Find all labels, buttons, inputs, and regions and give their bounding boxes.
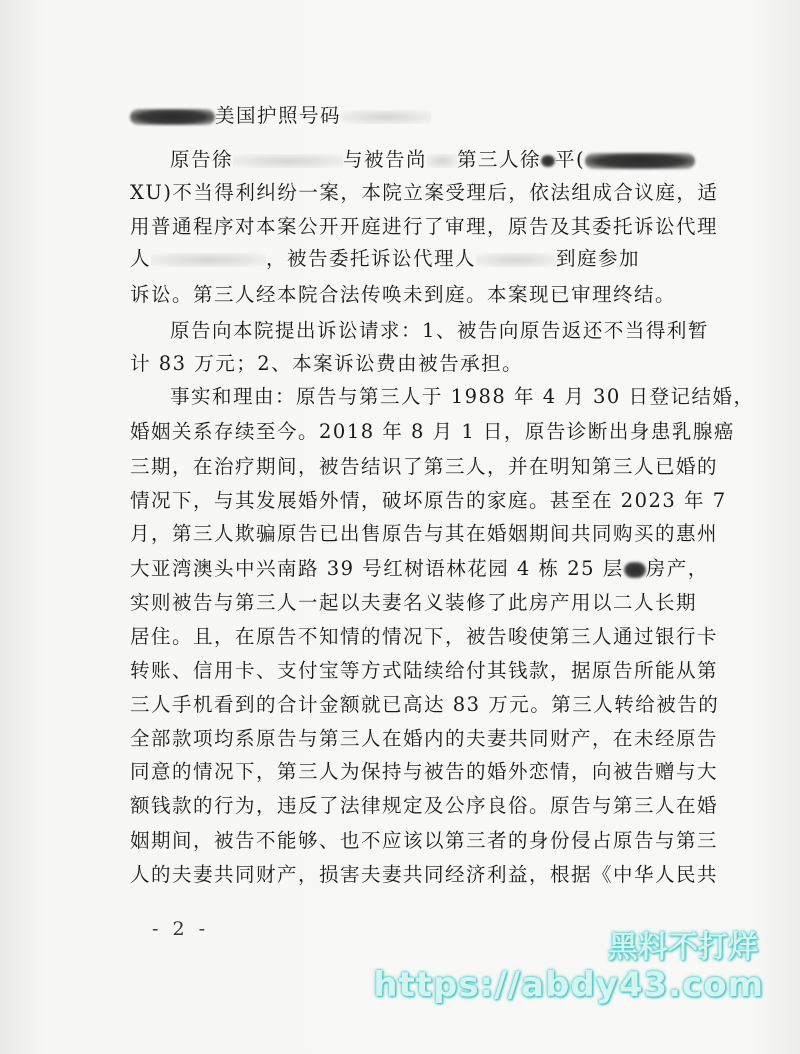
text-line-16: 居住。且，在原告不知情的情况下，被告唆使第三人通过银行卡 [130, 625, 719, 648]
text-line-1: 美国护照号码 [130, 101, 670, 131]
text-line-21: 额钱款的行为，违反了法律规定及公序良俗。原告与第三人在婚 [130, 794, 719, 817]
page-number: - 2 - [152, 918, 210, 940]
text-line-15: 实则被告与第三人一起以夫妻名义装修了此房产用以二人长期 [130, 591, 698, 614]
text-line-10: 婚姻关系存续至今。2018 年 8 月 1 日，原告诊断出身患乳腺癌 [130, 420, 735, 443]
text-line-20: 同意的情况下，第三人为保持与被告的婚外恋情，向被告赠与大 [130, 760, 719, 783]
redacted-name-2 [585, 153, 695, 169]
text-line-19: 全部款项均系原告与第三人在婚内的夫妻共同财产，在未经原告 [130, 727, 719, 750]
text-line-23: 人的夫妻共同财产，损害夫妻共同经济利益，根据《中华人民共 [130, 863, 719, 886]
watermark-url: https://abdy43.com [373, 965, 764, 1005]
redacted-room [624, 562, 646, 578]
text-line-9: 事实和理由：原告与第三人于 1988 年 4 月 30 日登记结婚， [170, 385, 755, 408]
text-line-5: 人 ，被告委托诉讼代理人 到庭参加 [130, 247, 641, 270]
text-line-4: 用普通程序对本案公开开庭进行了审理，原告及其委托诉讼代理 [130, 215, 719, 238]
text-line-2: 原告徐 与被告尚 第三人徐 平( [170, 145, 670, 175]
redacted-number [341, 110, 431, 124]
redacted-name [130, 109, 215, 125]
watermark-title: 黑料不打烊 [608, 930, 758, 965]
text-line-14: 大亚湾澳头中兴南路 39 号红树语林花园 4 栋 25 层 房产， [130, 557, 709, 580]
text-line-11: 三期，在治疗期间，被告结识了第三人，并在明知第三人已婚的 [130, 455, 719, 478]
text-line-12: 情况下，与其发展婚外情，破坏原告的家庭。甚至在 2023 年 7 [130, 489, 727, 512]
text-line-7: 原告向本院提出诉讼请求：1、被告向原告返还不当得利暂 [170, 319, 709, 342]
text-line-8: 计 83 万元；2、本案诉讼费由被告承担。 [130, 352, 524, 375]
text-line-18: 三人手机看到的合计金额就已高达 83 万元。第三人转给被告的 [130, 693, 720, 716]
text-line-13: 月，第三人欺骗原告已出售原告与其在婚姻期间共同购买的惠州 [130, 522, 719, 545]
text-line-6: 诉讼。第三人经本院合法传唤未到庭。本案现已审理终结。 [130, 283, 677, 306]
text-line-22: 姻期间，被告不能够、也不应该以第三者的身份侵占原告与第三 [130, 829, 719, 852]
text-line-3: XU)不当得利纠纷一案，本院立案受理后，依法组成合议庭，适 [130, 181, 719, 204]
text-line-17: 转账、信用卡、支付宝等方式陆续给付其钱款，据原告所能从第 [130, 659, 719, 682]
